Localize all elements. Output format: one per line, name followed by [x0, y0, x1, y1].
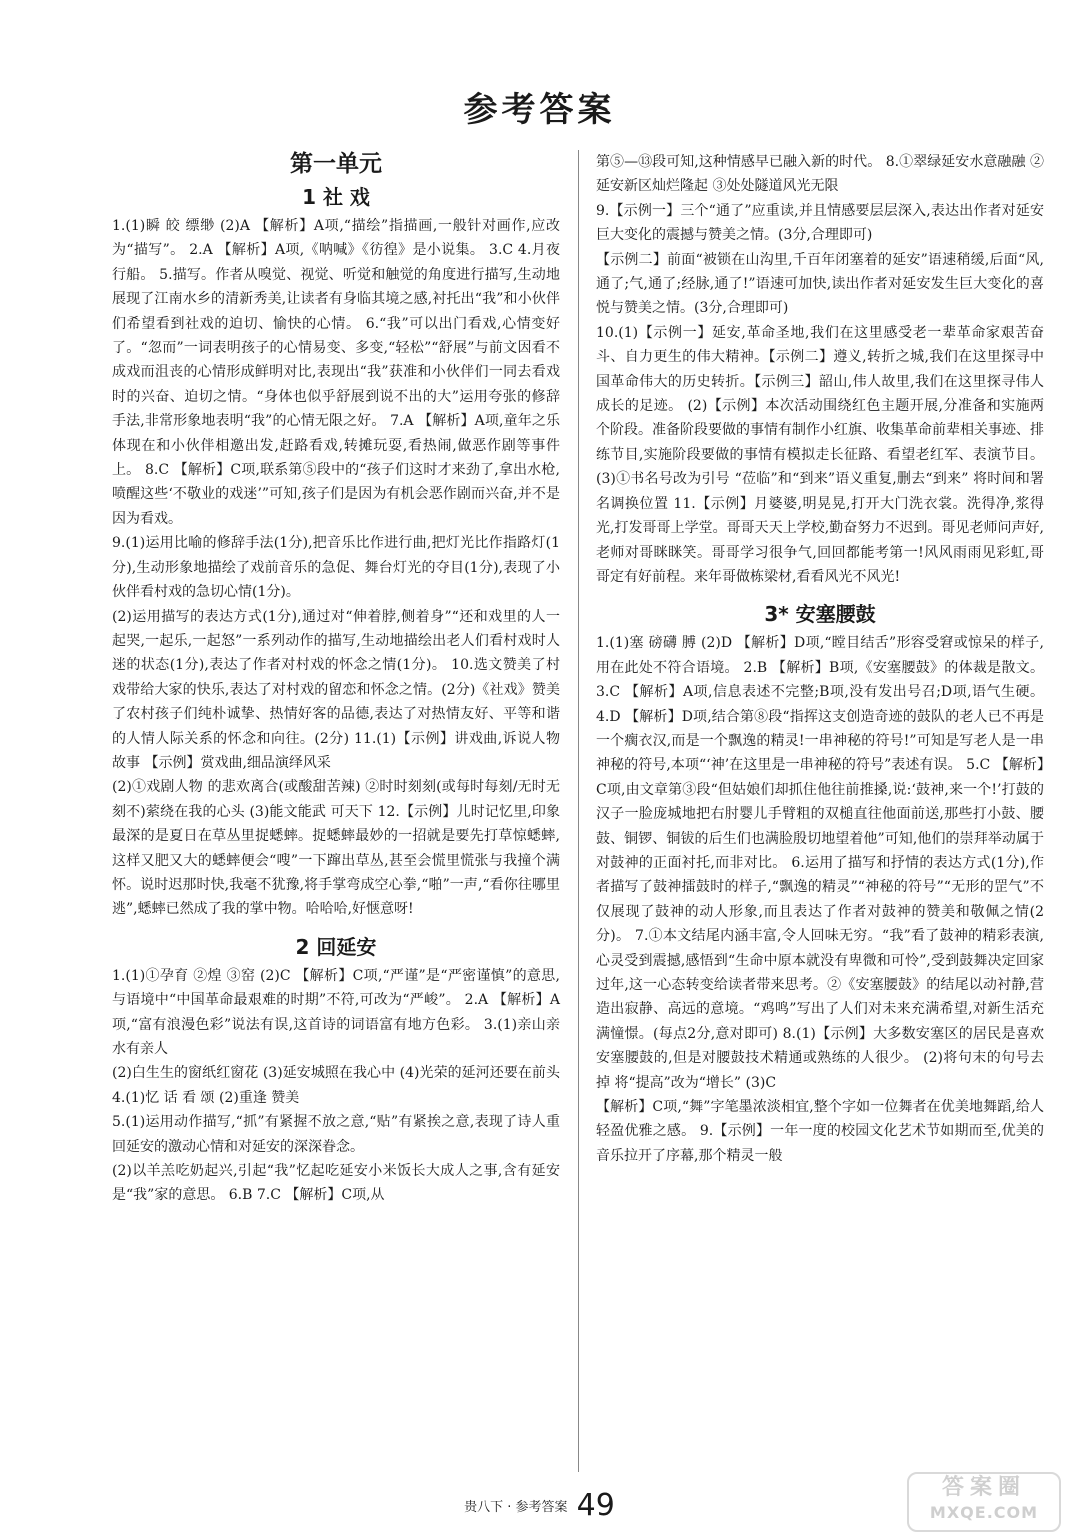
section-title-2: 2 回延安 [295, 934, 377, 959]
watermark-logo [907, 1472, 1061, 1532]
answer-paragraph: 10.(1)【示例一】延安,革命圣地,我们在这里感受老一辈革命家艰苦奋斗、自力更生的伟大精神。【示例二】遵义,转折之城,我们在这里探寻中国革命伟大的历史转折。【示例三】韶山,伟人故里,我们在这里探寻伟人成长的足迹。 (2)【示例】本次活动围绕红色主题开展,分准备和实施两个阶段。准备阶段要做的事情有制作小红旗、收集革命前辈相关事迹、排练节目,实施阶段要做的事情有模拟走长征路、看望老红军、表演节目。 (3)①书名号改为引号 “莅临”和“到来”语义重复,删去“到来” 将时间和署名调换位置 11.【示例】月婆婆,明晃晃,打开大门洗衣裳。洗得净,浆得光,打发哥哥上学堂。哥哥天天上学校,勤奋努力不迟到。哥见老师问声好,老师对哥眯眯笑。哥哥学习很争气,回回都能考第一!风风雨雨见彩虹,哥哥定有好前程。来年哥做栋梁材,看看风光不风光! [596, 324, 1044, 585]
watermark-text: 答案圈 [941, 1475, 1026, 1500]
answer-paragraph: 第⑤—⑬段可知,这种情感早已融入新的时代。 8.①翠绿延安水意融融 ②延安新区灿烂隆起 ③处处隧道风光无限 [596, 154, 1044, 195]
answer-paragraph: 9.(1)运用比喻的修辞手法(1分),把音乐比作进行曲,把灯光比作指路灯(1分),生动形象地描绘了戏前音乐的急促、舞台灯光的夺目(1分),表现了小伙伴看村戏的急切心情(1分)。 [112, 535, 560, 601]
watermark-url: MXQE.COM [929, 1503, 1039, 1522]
section-title-1: 1 社 戏 [302, 185, 370, 209]
answer-paragraph: 【示例二】前面“被锁在山沟里,千百年闭塞着的延安”语速稍缓,后面“风,通了;气,通了;经脉,通了!”语速可加快,读出作者对延安发生巨大变化的喜悦与赞美之情。(3分,合理即可) [596, 251, 1044, 317]
section-title-3: 3* 安塞腰鼓 [764, 602, 876, 627]
answer-paragraph: 1.(1)①孕育 ②煌 ③窑 (2)C 【解析】C项,“严谨”是“严密谨慎”的意思,与语境中“中国革命最艰难的时期”不符,可改为“严峻”。 2.A 【解析】A项,“富有浪漫色彩”说法有误,这首诗的词语富有地方色彩。 3.(1)亲山亲水有亲人 [112, 967, 560, 1057]
answer-paragraph: (2)①戏剧人物 的悲欢离合(或酸甜苦辣) ②时时刻刻(或每时每刻/无时无刻不)萦绕在我的心头 (3)能文能武 可天下 12.【示例】儿时记忆里,印象最深的是夏日在草丛里捉蟋蟀。捉蟋蟀最妙的一招就是要先打草惊蟋蟀,这样又肥又大的蟋蟀便会“嗖”一下蹿出草丛,甚至会慌里慌张与我撞个满怀。说时迟那时快,我毫不犹豫,将手掌弯成空心拳,“啪”一声,“看你往哪里逃”,蟋蟀已然成了我的掌中物。哈哈哈,好惬意呀! [112, 779, 560, 918]
left-column [112, 148, 560, 1208]
right-column [596, 150, 1044, 1168]
footer-label: 贵八下 · 参考答案 [464, 1500, 568, 1515]
page-number: 49 [576, 1488, 615, 1523]
answer-paragraph: 9.【示例一】三个“通了”应重读,并且情感要层层深入,表达出作者对延安巨大变化的震撼与赞美之情。(3分,合理即可) [596, 202, 1044, 244]
answer-paragraph: 5.(1)运用动作描写,“抓”有紧握不放之意,“贴”有紧挨之意,表现了诗人重回延安的激动心情和对延安的深深眷念。 [112, 1114, 560, 1155]
answer-paragraph: (2)白生生的窗纸红窗花 (3)延安城照在我心中 (4)光荣的延河还要在前头 4.(1)忆 话 看 颂 (2)重逢 赞美 [112, 1065, 560, 1106]
unit-title: 第一单元 [290, 151, 382, 177]
answer-paragraph: 1.(1)塞 磅礴 膊 (2)D 【解析】D项,“瞠目结舌”形容受窘或惊呆的样子,用在此处不符合语境。 2.B 【解析】B项,《安塞腰鼓》的体裁是散文。 3.C 【解析】A项,信息表述不完整;B项,没有发出号召;D项,语气生硬。 4.D 【解析】D项,结合第⑧段“指挥这支创造奇迹的鼓队的老人已不再是一个瘸衣汉,而是一个飘逸的精灵!一串神秘的符号!”可知是写老人是一串神秘的符号,本项“‘神’在这里是一串神秘的符号”表述有误。 5.C 【解析】C项,由文章第③段“但姑娘们却抓住他往前推搡,说:‘鼓神,来一个!’打鼓的汉子一脸庞城地把右肘婴儿手臂粗的双槌直往他面前送,那些打小鼓、腰鼓、铜锣、铜钹的后生们也满脸殷切地望着他”可知,他们的崇拜举动属于对鼓神的正面衬托,而非对比。 6.运用了描写和抒情的表达方式(1分),作者描写了鼓神擂鼓时的样子,“飘逸的精灵”“神秘的符号”“无形的罡气”不仅展现了鼓神的动人形象,而且表达了作者对鼓神的赞美和敬佩之情(2分)。 7.①本文结尾内涵丰富,令人回味无穷。“我”看了鼓神的精彩表演,心灵受到震撼,感悟到“生命中原本就没有卑微和可怜”,受到鼓舞决定回家过年,这一心态转变给读者带来思考。②《安塞腰鼓》的结尾以动衬静,营造出寂静、高远的意境。“鸡鸣”写出了人们对未来充满希望,对新生活充满憧憬。(每点2分,意对即可) 8.(1)【示例】大多数安塞区的居民是喜欢安塞腰鼓的,但是对腰鼓技术精通或熟练的人很少。 (2)将句末的句号去掉 将“提高”改为“增长” (3)C [596, 635, 1044, 1091]
answer-paragraph: 1.(1)瞬 皎 缥缈 (2)A 【解析】A项,“描绘”指描画,一般针对画作,应改为“描写”。 2.A 【解析】A项,《呐喊》《彷徨》是小说集。 3.C 4.月夜行船。 5.描写。作者从嗅觉、视觉、听觉和触觉的角度进行描写,生动地展现了江南水乡的清新秀美,让读者有身临其境之感,衬托出“我”和小伙伴们希望看到社戏的迫切、愉快的心情。 6.“我”可以出门看戏,心情变好了。“忽而”一词表明孩子的心情易变、多变,“轻松”“舒展”与前文因看不成戏而沮丧的心情形成鲜明对比,表现出“我”获准和小伙伴们一同去看戏时的兴奋、迫切之情。“身体也似乎舒展到说不出的大”运用夸张的修辞手法,非常形象地表明“我”的心情无限之好。 7.A 【解析】A项,童年之乐体现在和小伙伴相邀出发,赶路看戏,转摊玩耍,看热闹,做恶作剧等事件上。 8.C 【解析】C项,联系第⑤段中的“孩子们这时才来劲了,拿出水枪,喷醒这些‘不敬业的戏迷’”可知,孩子们是因为有机会恶作剧而兴奋,并不是因为看戏。 [112, 218, 560, 527]
column-divider [578, 150, 579, 1472]
answer-paragraph: (2)运用描写的表达方式(1分),通过对“伸着脖,侧着身”“还和戏里的人一起哭,一起乐,一起怒”一系列动作的描写,生动地描绘出老人们看村戏时人迷的状态(1分),表达了作者对村戏的怀念之情(1分)。 10.选文赞美了村戏带给大家的快乐,表达了对村戏的留恋和怀念之情。(2分)《社戏》赞美了农村孩子们纯朴诚挚、热情好客的品德,表达了对热情友好、平等和谐的人情人际关系的怀念和向往。(2分) 11.(1)【示例】讲戏曲,诉说人物故事 【示例】赏戏曲,细品演绎风采 [112, 608, 560, 771]
answer-paragraph: (2)以羊羔吃奶起兴,引起“我”忆起吃延安小米饭长大成人之事,含有延安是“我”家的意思。 6.B 7.C 【解析】C项,从 [112, 1163, 560, 1204]
answer-paragraph: 【解析】C项,“舞”字笔墨浓淡相宜,整个字如一位舞者在优美地舞蹈,给人轻盈优雅之感。 9.【示例】一年一度的校园文化艺术节如期而至,优美的音乐拉开了序幕,那个精灵一般 [596, 1099, 1044, 1164]
page-title: 参考答案 [463, 90, 616, 130]
